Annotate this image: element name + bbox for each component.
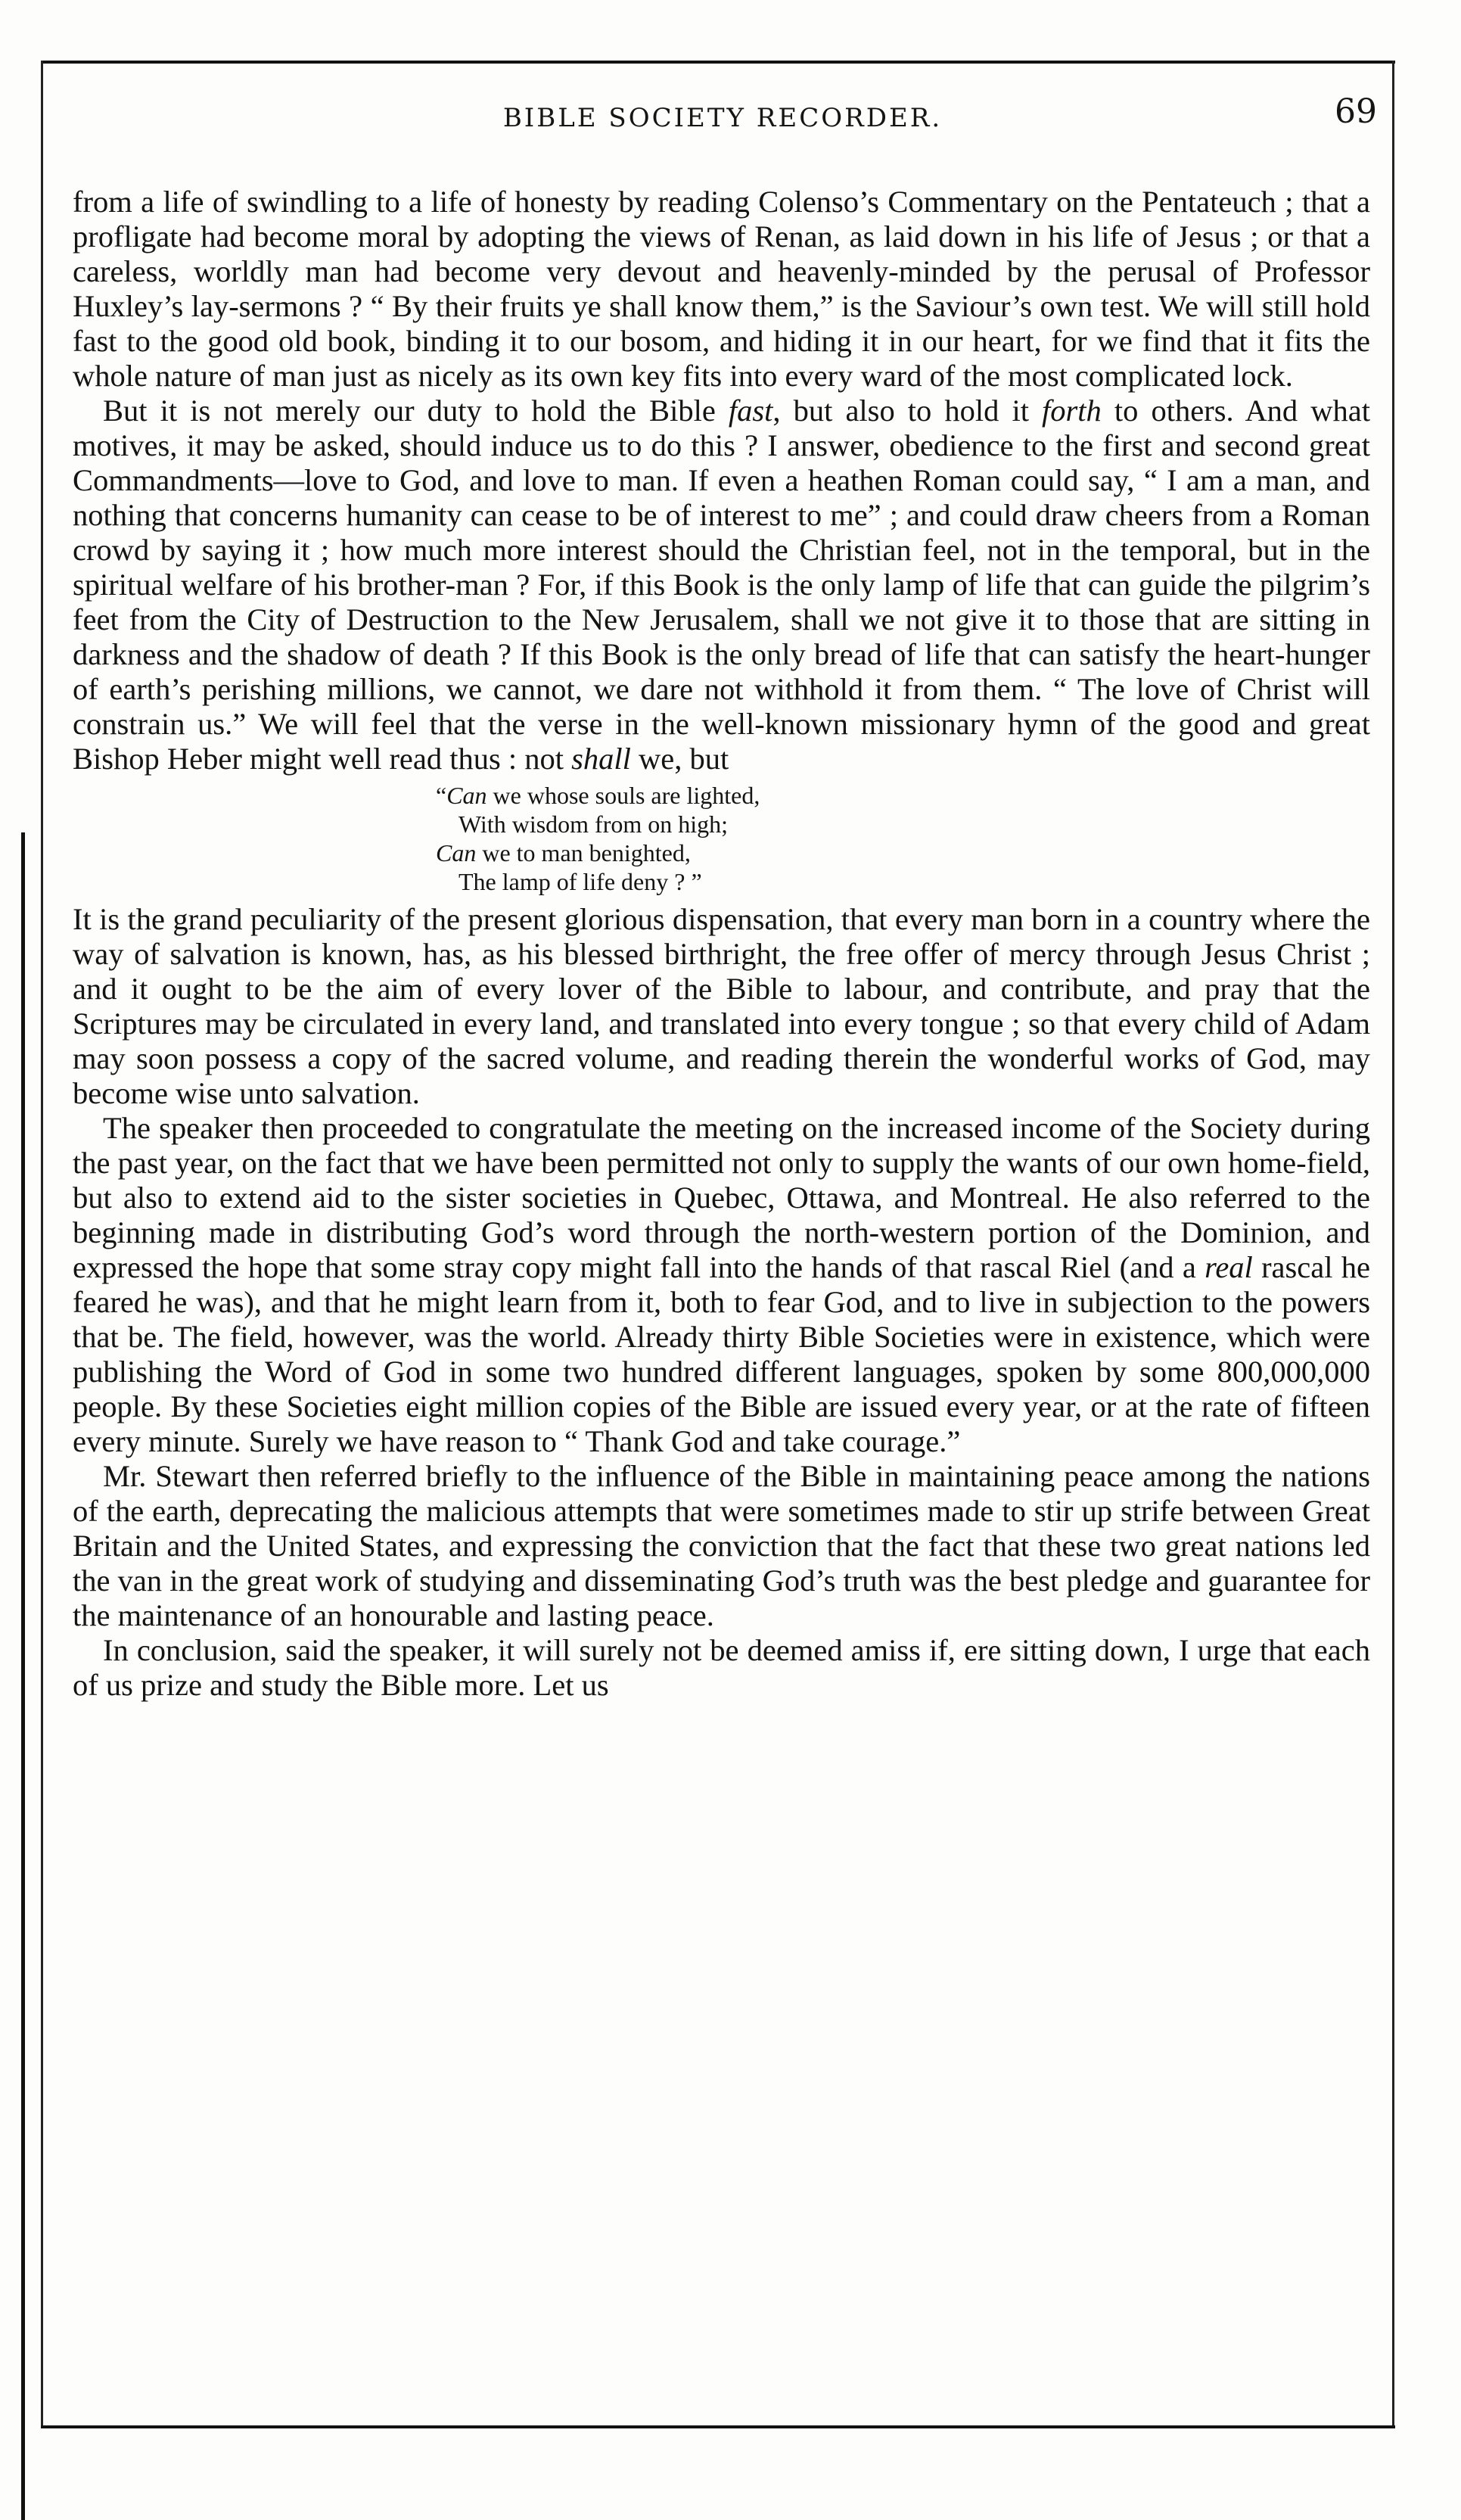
p4-emphasis-real: real — [1205, 1250, 1253, 1284]
paragraph-3: It is the grand peculiarity of the present glorious dispensation, that every man born in a country where the way of salvation is known, has, as his blessed birthright, the free offer of mercy through Jesus Christ ; and it ought to be the aim of every lover of the Bible to labour, and contribute, and pray that the Scriptures may be circulated in every land, and translated into every tongue ; so that every child of Adam may soon possess a copy of the sacred volume, and reading therein the wonderful works of God, may become wise unto salvation. — [73, 902, 1370, 1110]
verse-emphasis-can-2: Can — [436, 839, 477, 866]
verse-open-quote: “ — [436, 782, 447, 809]
frame-left-rule — [41, 61, 43, 2428]
verse-line-1 — [436, 781, 1370, 810]
paragraph-1: from a life of swindling to a life of honesty by reading Colenso’s Commentary on the Pentateuch ; that a profligate had become moral by adopting the views of Renan, as laid down in his life of Jesus ; or that a careless, worldly man had become very devout and heavenly-minded by the perusal of Professor Huxley’s lay-sermons ? “ By their fruits ye shall know them,” is the Saviour’s own test. We will still hold fast to the good old book, binding it to our bosom, and hiding it in our heart, for we find that it fits the whole nature of man just as nicely as its own key fits into every ward of the most complicated lock. — [73, 185, 1370, 393]
verse-line-4: The lamp of life deny ? ” — [459, 868, 702, 895]
p2-emphasis-shall: shall — [571, 742, 631, 776]
frame-right-rule — [1392, 61, 1394, 2428]
paragraph-5: Mr. Stewart then referred briefly to the influence of the Bible in maintaining peace among the nations of the earth, deprecating the malicious attempts that were sometimes made to stir up strife between Great Britain and the United States, and expressing the conviction that the fact that these two great nations led the van in the great work of studying and disseminating God’s truth was the best pledge and guarantee for the maintenance of an honourable and lasting peace. — [73, 1459, 1370, 1632]
hymn-verse — [73, 781, 1370, 896]
paragraph-2 — [73, 394, 1370, 776]
p2-text-b: , but also to hold it — [772, 394, 1043, 428]
p2-text-c: to others. And what motives, it may be asked, should induce us to do this ? I answer, obedience to the first and second great Commandments—love to God, and love to man. If even a heathen Roman could say, “ I am a man, and nothing that concerns humanity can cease to be of interest to me” ; and could draw cheers from a Roman crowd by saying it ; how much more interest should the Christian feel, not in the temporal, but in the spiritual welfare of his brother-man ? For, if this Book is the only lamp of life that can guide the pilgrim’s feet from the City of Destruction to the New Jerusalem, shall we not give it to those that are sitting in darkness and the shadow of death ? If this Book is the only bread of life that can satisfy the heart-hunger of earth’s perishing millions, we cannot, we dare not withhold it from them. “ The love of Christ will constrain us.” We will feel that the verse in the well-known missionary hymn of the good and great Bishop Heber might well read thus : not — [73, 394, 1370, 776]
body-text — [73, 185, 1370, 1703]
frame-bottom-rule — [41, 2425, 1395, 2428]
running-title: BIBLE SOCIETY RECORDER. — [502, 103, 943, 133]
p2-emphasis-forth: forth — [1042, 394, 1102, 428]
page-number: 69 — [1335, 92, 1377, 131]
p4-text-a: The speaker then proceeded to congratulate the meeting on the increased income of the Society during the past year, on the fact that we have been permitted not only to supply the wants of our own home-field, but also to extend aid to the sister societies in Quebec, Ottawa, and Montreal. He also referred to the beginning made in distributing God’s word through the north-western portion of the Dominion, and expressed the hope that some stray copy might fall into the hands of that rascal Riel (and a — [73, 1111, 1370, 1284]
verse-line-3-rest: we to man benighted, — [476, 839, 691, 866]
paragraph-4 — [73, 1111, 1370, 1459]
page-header — [68, 92, 1377, 145]
verse-emphasis-can-1: Can — [446, 782, 487, 809]
p2-emphasis-fast: fast — [728, 394, 773, 428]
frame-top-rule — [41, 61, 1395, 64]
verse-line-2: With wisdom from on high; — [459, 810, 729, 838]
p2-text-a: But it is not merely our duty to hold the Bible — [103, 394, 729, 428]
p4-text-b: rascal he feared he was), and that he might learn from it, both to fear God, and to live in subjection to the powers that be. The field, however, was the world. Already thirty Bible Societies were in existence, which were publishing the Word of God in some two hundred different languages, spoken by some 800,000,000 people. By these Societies eight million copies of the Bible are issued every year, or at the rate of fifteen every minute. Surely we have reason to “ Thank God and take courage.” — [73, 1250, 1370, 1458]
binding-edge-rule — [21, 832, 25, 2520]
verse-line-3 — [436, 838, 1370, 867]
verse-line-1-rest: we whose souls are lighted, — [486, 782, 760, 809]
paragraph-6: In conclusion, said the speaker, it will surely not be deemed amiss if, ere sitting down, I urge that each of us prize and study the Bible more. Let us — [73, 1633, 1370, 1702]
p2-text-d: we, but — [630, 742, 729, 776]
